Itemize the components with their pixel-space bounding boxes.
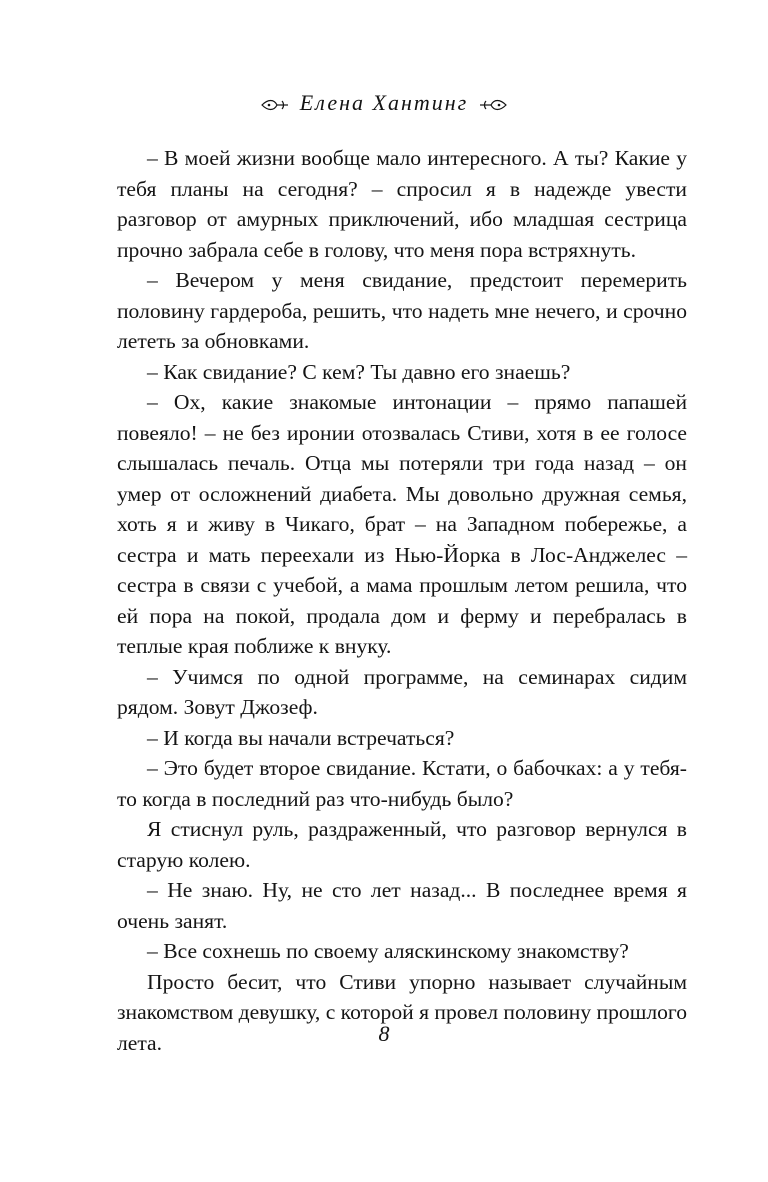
paragraph: – И когда вы начали встречаться? <box>147 725 455 750</box>
paragraph: – В моей жизни вообще мало интересного. А ты? Какие у тебя планы на сегодня? – спросил я в надежде увести разговор от амурных приключений, ибо младшая сестрица прочно забрала себе в голову, что меня пора встряхнуть. <box>117 146 687 262</box>
page-number: 8 <box>378 1021 390 1046</box>
paragraph: – Это будет второе свидание. Кстати, о бабочках: а у тебя-то когда в последний раз что-нибудь было? <box>117 756 687 811</box>
running-header <box>0 88 768 118</box>
paragraph: – Вечером у меня свидание, предстоит перемерить половину гардероба, решить, что надеть мне нечего, и срочно лететь за обновками. <box>117 268 687 353</box>
paragraph: – Ох, какие знакомые интонации – прямо папашей повеяло! – не без иронии отозвалась Стиви, хотя в ее голосе слышалась печаль. Отца мы потеряли три года назад – он умер от осложнений диабета. Мы довольно дружная семья, хоть я и живу в Чикаго, брат – на Западном побережье, а сестра и мать переехали из Нью-Йорка в Лос-Анджелес – сестра в связи с учебой, а мама прошлым летом решила, что ей пора на покой, продала дом и ферму и перебралась в теплые края поближе к внуку. <box>117 390 687 658</box>
paragraph: – Все сохнешь по своему аляскинскому знакомству? <box>147 939 629 963</box>
paragraph: Просто бесит, что Стиви упорно называет случайным знакомством девушку, с которой я провел половину прошлого лета. <box>117 969 688 1055</box>
running-header-author: Елена Хантинг <box>299 90 469 115</box>
body-text <box>117 143 687 1058</box>
paragraph: – Учимся по одной программе, на семинарах сидим рядом. Зовут Джозеф. <box>117 664 687 719</box>
right-flourish-icon <box>478 98 508 112</box>
paragraph: – Как свидание? С кем? Ты давно его знаешь? <box>147 359 571 384</box>
left-flourish-icon <box>260 98 290 112</box>
paragraph: – Не знаю. Ну, не сто лет назад... В последнее время я очень занят. <box>117 878 687 933</box>
paragraph: Я стиснул руль, раздраженный, что разговор вернулся в старую колею. <box>117 817 687 872</box>
